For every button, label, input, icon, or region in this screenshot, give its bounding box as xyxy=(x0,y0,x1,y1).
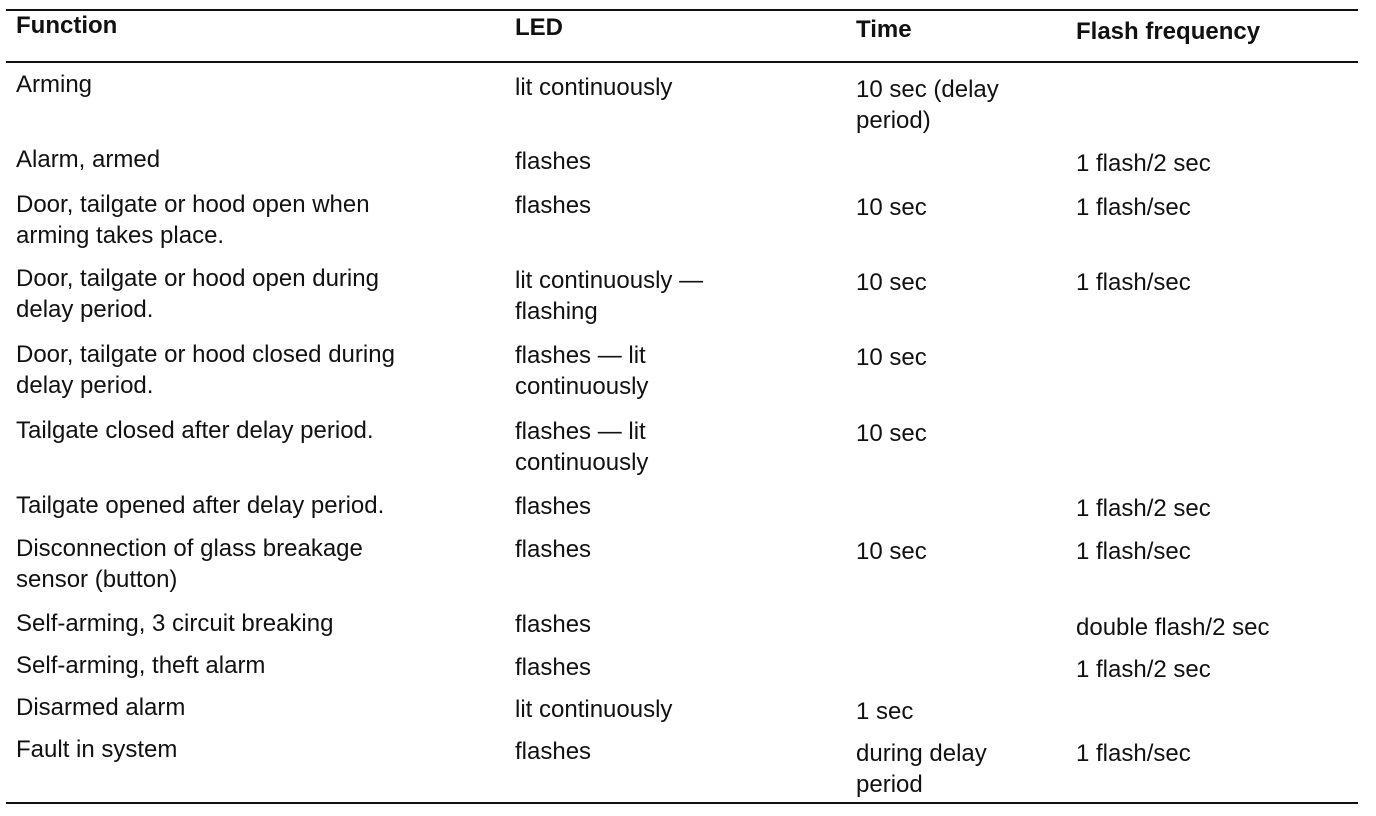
row-10-led: flashes xyxy=(515,654,592,681)
row-12-time: during delay period xyxy=(856,740,987,798)
row-5-led: flashes — lit continuously xyxy=(515,342,649,400)
row-9-flash: double flash/2 sec xyxy=(1076,614,1270,641)
row-8-flash: 1 flash/sec xyxy=(1076,538,1191,565)
row-3-flash: 1 flash/sec xyxy=(1076,194,1191,221)
row-2-flash: 1 flash/2 sec xyxy=(1076,150,1211,177)
row-4-flash: 1 flash/sec xyxy=(1076,269,1191,296)
row-6-function: Tailgate closed after delay period. xyxy=(16,417,374,444)
row-2-function: Alarm, armed xyxy=(16,146,161,173)
row-8-function: Disconnection of glass breakage sensor (button) xyxy=(16,535,363,593)
row-1-led: lit continuously xyxy=(515,74,673,101)
row-6-time: 10 sec xyxy=(856,420,927,447)
row-8-led: flashes xyxy=(515,536,592,563)
row-8-time: 10 sec xyxy=(856,538,927,565)
row-11-led: lit continuously xyxy=(515,696,673,723)
table-header-rule xyxy=(6,61,1358,63)
row-4-function: Door, tailgate or hood open during delay period. xyxy=(16,265,379,323)
row-9-function: Self-arming, 3 circuit breaking xyxy=(16,610,334,637)
header-function: Function xyxy=(16,12,118,39)
row-7-function: Tailgate opened after delay period. xyxy=(16,492,385,519)
row-12-led: flashes xyxy=(515,738,592,765)
table-bottom-rule xyxy=(6,802,1358,804)
row-5-function: Door, tailgate or hood closed during delay period. xyxy=(16,341,395,399)
row-10-function: Self-arming, theft alarm xyxy=(16,652,266,679)
row-12-function: Fault in system xyxy=(16,736,178,763)
header-time: Time xyxy=(856,16,912,43)
row-3-led: flashes xyxy=(515,192,592,219)
row-6-led: flashes — lit continuously xyxy=(515,418,649,476)
header-led: LED xyxy=(515,14,563,41)
row-3-time: 10 sec xyxy=(856,194,927,221)
row-9-led: flashes xyxy=(515,611,592,638)
row-5-time: 10 sec xyxy=(856,344,927,371)
row-11-function: Disarmed alarm xyxy=(16,694,186,721)
row-12-flash: 1 flash/sec xyxy=(1076,740,1191,767)
row-7-flash: 1 flash/2 sec xyxy=(1076,495,1211,522)
row-1-time: 10 sec (delay period) xyxy=(856,76,999,134)
row-4-time: 10 sec xyxy=(856,269,927,296)
row-3-function: Door, tailgate or hood open when arming takes place. xyxy=(16,191,370,249)
row-1-function: Arming xyxy=(16,71,93,98)
row-10-flash: 1 flash/2 sec xyxy=(1076,656,1211,683)
row-11-time: 1 sec xyxy=(856,698,914,725)
row-7-led: flashes xyxy=(515,493,592,520)
row-2-led: flashes xyxy=(515,148,592,175)
row-4-led: lit continuously — flashing xyxy=(515,267,704,325)
header-flash-frequency: Flash frequency xyxy=(1076,18,1261,45)
